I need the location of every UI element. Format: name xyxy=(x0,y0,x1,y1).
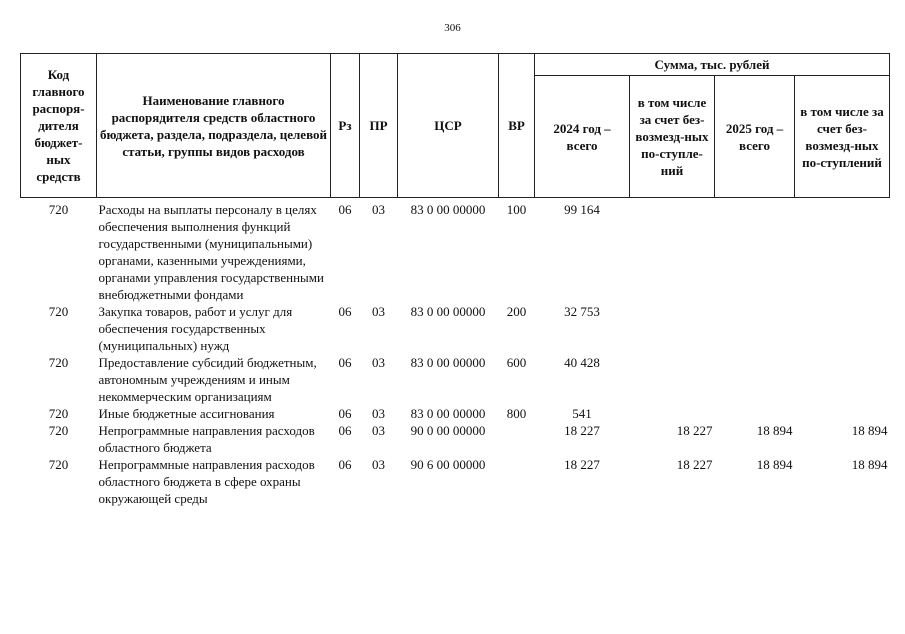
cell-csr: 83 0 00 00000 xyxy=(410,304,486,319)
cell-vr xyxy=(499,422,535,456)
header-csr: ЦСР xyxy=(398,54,499,198)
cell-csr: 90 6 00 00000 xyxy=(410,457,486,472)
cell-2024-total: 18 227 xyxy=(564,457,600,472)
cell-rz: 06 xyxy=(338,355,352,370)
cell-rz: 06 xyxy=(338,423,352,438)
table-row xyxy=(21,303,890,354)
cell-2025-free xyxy=(795,303,890,354)
table-row xyxy=(21,405,890,422)
header-code: Код главного распоря-дителя бюджет-ных средств xyxy=(21,54,97,198)
cell-csr: 83 0 00 00000 xyxy=(410,202,486,217)
cell-pr: 03 xyxy=(372,423,385,438)
table-body xyxy=(21,198,890,508)
header-vr: ВР xyxy=(499,54,535,198)
cell-2025-total xyxy=(715,405,795,422)
cell-2025-free: 18 894 xyxy=(851,457,888,472)
cell-code: 720 xyxy=(48,202,69,217)
table-row xyxy=(21,354,890,405)
cell-name: Непрограммные направления расходов областного бюджета xyxy=(98,423,315,455)
cell-2024-free xyxy=(630,198,715,304)
cell-name: Закупка товаров, работ и услуг для обеспечения государственных (муниципальных) нужд xyxy=(98,304,293,353)
table-row xyxy=(21,422,890,456)
cell-pr: 03 xyxy=(372,202,385,217)
cell-2025-free: 18 894 xyxy=(851,423,888,438)
cell-vr: 100 xyxy=(506,202,527,217)
cell-vr: 600 xyxy=(506,355,527,370)
cell-2025-free xyxy=(795,354,890,405)
cell-csr: 83 0 00 00000 xyxy=(410,406,486,421)
cell-2024-free: 18 227 xyxy=(676,423,713,438)
cell-rz: 06 xyxy=(338,457,352,472)
cell-2024-free xyxy=(630,303,715,354)
cell-code: 720 xyxy=(48,423,69,438)
cell-2025-total: 18 894 xyxy=(756,423,793,438)
cell-pr: 03 xyxy=(372,457,385,472)
table-row xyxy=(21,456,890,507)
header-sum: Сумма, тыс. рублей xyxy=(535,54,890,76)
cell-code: 720 xyxy=(48,457,69,472)
header-name: Наименование главного распорядителя средств областного бюджета, раздела, подраздела, целевой статьи, группы видов расходов xyxy=(97,54,331,198)
cell-rz: 06 xyxy=(338,202,352,217)
header-2024-free: в том числе за счет без-возмезд-ных по-ступле-ний xyxy=(630,76,715,198)
cell-vr: 800 xyxy=(506,406,527,421)
cell-2025-free xyxy=(795,198,890,304)
cell-vr xyxy=(499,456,535,507)
cell-rz: 06 xyxy=(338,304,352,319)
budget-table xyxy=(20,53,890,507)
cell-csr: 90 0 00 00000 xyxy=(410,423,486,438)
cell-rz: 06 xyxy=(338,406,352,421)
header-2024-total: 2024 год – всего xyxy=(535,76,630,198)
cell-2025-total: 18 894 xyxy=(756,457,793,472)
cell-name: Непрограммные направления расходов областного бюджета в сфере охраны окружающей среды xyxy=(98,457,315,506)
header-2025-free: в том числе за счет без-возмезд-ных по-ступлений xyxy=(795,76,890,198)
page-number: 306 xyxy=(444,22,461,34)
cell-pr: 03 xyxy=(372,355,385,370)
cell-code: 720 xyxy=(48,406,69,421)
cell-name: Предоставление субсидий бюджетным, автономным учреждениям и иным некоммерческим организациям xyxy=(98,355,317,404)
cell-2024-total: 99 164 xyxy=(564,202,600,217)
header-rz: Рз xyxy=(331,54,360,198)
cell-2024-total: 32 753 xyxy=(564,304,600,319)
cell-2025-total xyxy=(715,303,795,354)
cell-code: 720 xyxy=(48,355,69,370)
cell-pr: 03 xyxy=(372,304,385,319)
cell-2024-free xyxy=(630,354,715,405)
table-header xyxy=(21,54,890,198)
cell-vr: 200 xyxy=(506,304,527,319)
cell-2024-free: 18 227 xyxy=(676,457,713,472)
cell-2024-total: 541 xyxy=(572,406,592,421)
table-row xyxy=(21,198,890,304)
cell-2024-free xyxy=(630,405,715,422)
cell-name: Расходы на выплаты персоналу в целях обеспечения выполнения функций государственными (муниципальными) органами, казенными учреждениями, органами управления государственными внебюджетными фондами xyxy=(98,202,324,302)
cell-csr: 83 0 00 00000 xyxy=(410,355,486,370)
cell-name: Иные бюджетные ассигнования xyxy=(98,406,275,421)
cell-pr: 03 xyxy=(372,406,385,421)
cell-2025-total xyxy=(715,198,795,304)
cell-2024-total: 40 428 xyxy=(564,355,600,370)
header-pr: ПР xyxy=(360,54,398,198)
header-2025-total: 2025 год – всего xyxy=(715,76,795,198)
cell-2025-free xyxy=(795,405,890,422)
cell-2024-total: 18 227 xyxy=(564,423,600,438)
cell-code: 720 xyxy=(48,304,69,319)
cell-2025-total xyxy=(715,354,795,405)
